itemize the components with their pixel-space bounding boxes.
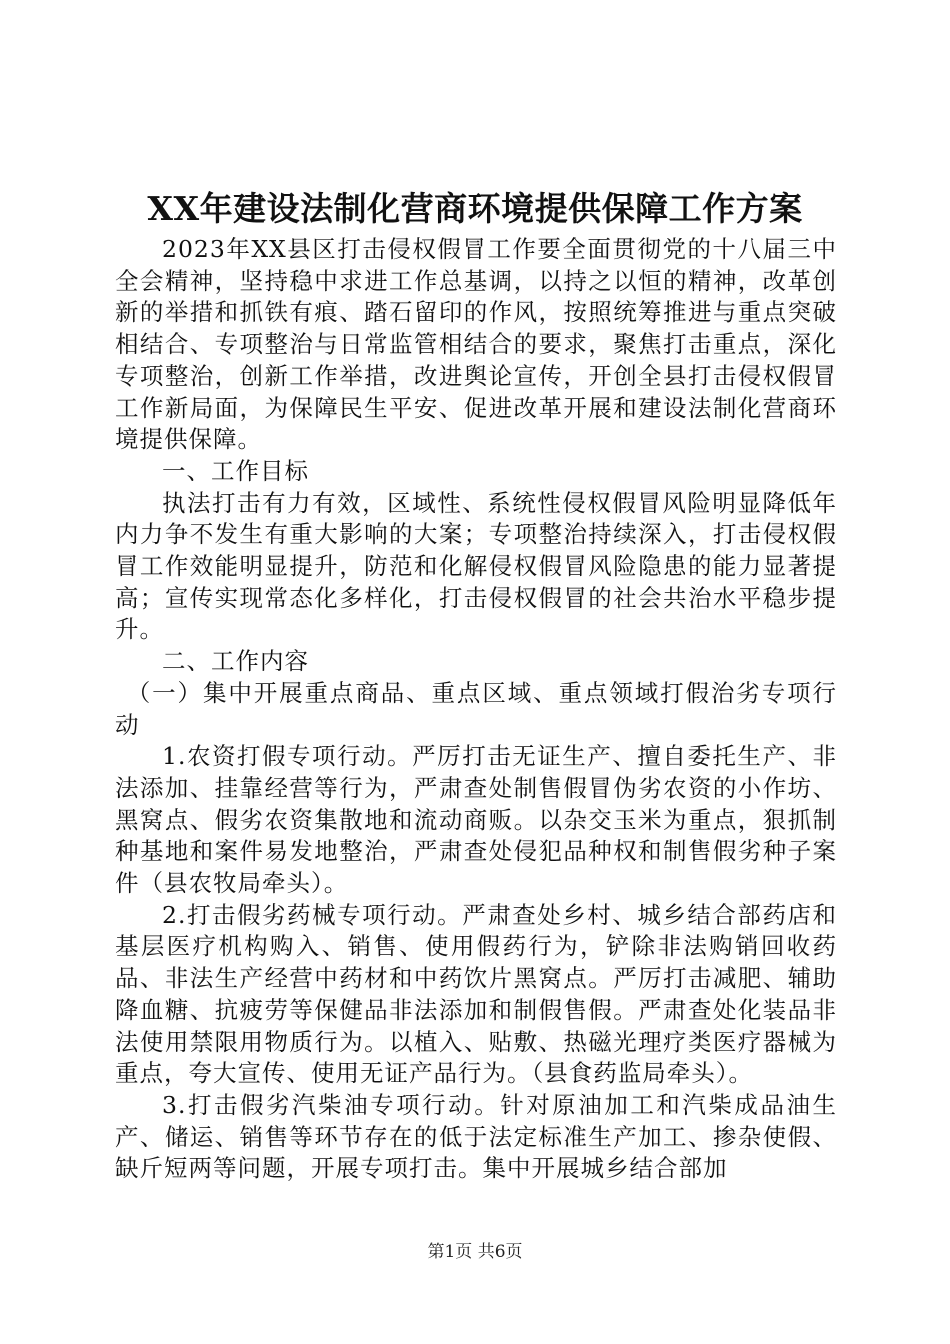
document-title: XX年建设法制化营商环境提供保障工作方案: [147, 189, 803, 228]
intro-paragraph: 2023年XX县区打击侵权假冒工作要全面贯彻党的十八届三中全会精神，坚持稳中求进工作总基调，以持之以恒的精神，改革创新的举措和抓铁有痕、踏石留印的作风，按照统筹推进与重点突破相结合、专项整治与日常监管相结合的要求，聚焦打击重点，深化专项整治，创新工作举措，改进舆论宣传，开创全县打击侵权假冒工作新局面，为保障民生平安、促进改革开展和建设法制化营商环境提供保障。: [115, 235, 837, 454]
document-body: [115, 234, 837, 1185]
item-paragraph-3: 3.打击假劣汽柴油专项行动。针对原油加工和汽柴成品油生产、储运、销售等环节存在的低于法定标准生产加工、掺杂使假、缺斤短两等问题，开展专项打击。集中开展城乡结合部加: [115, 1090, 837, 1183]
item-paragraph-1: 1.农资打假专项行动。严厉打击无证生产、擅自委托生产、非法添加、挂靠经营等行为，严肃查处制售假冒伪劣农资的小作坊、黑窝点、假劣农资集散地和流动商贩。以杂交玉米为重点，狠抓制种基地和案件易发地整治，严肃查处侵犯品种权和制售假劣种子案件（县农牧局牵头）。: [115, 742, 837, 898]
goals-paragraph: 执法打击有力有效，区域性、系统性侵权假冒风险明显降低年内力争不发生有重大影响的大案；专项整治持续深入，打击侵权假冒工作效能明显提升，防范和化解侵权假冒风险隐患的能力显著提高；宣传实现常态化多样化，打击侵权假冒的社会共治水平稳步提升。: [115, 488, 837, 644]
section-heading-goals: 一、工作目标: [162, 456, 309, 485]
section-heading-content: 二、工作内容: [162, 647, 309, 676]
page-number-footer: 第1页 共6页: [427, 1242, 523, 1262]
item-paragraph-2: 2.打击假劣药械专项行动。严肃查处乡村、城乡结合部药店和基层医疗机构购入、销售、使用假药行为，铲除非法购销回收药品、非法生产经营中药材和中药饮片黑窝点。严厉打击减肥、辅助降血糖、抗疲劳等保健品非法添加和制假售假。严肃查处化装品非法使用禁限用物质行为。以植入、贴敷、热磁光理疗类医疗器械为重点，夸大宣传、使用无证产品行为。（县食药监局牵头）。: [115, 900, 837, 1088]
subsection-heading-1: （一）集中开展重点商品、重点区域、重点领域打假治劣专项行动: [115, 678, 837, 739]
